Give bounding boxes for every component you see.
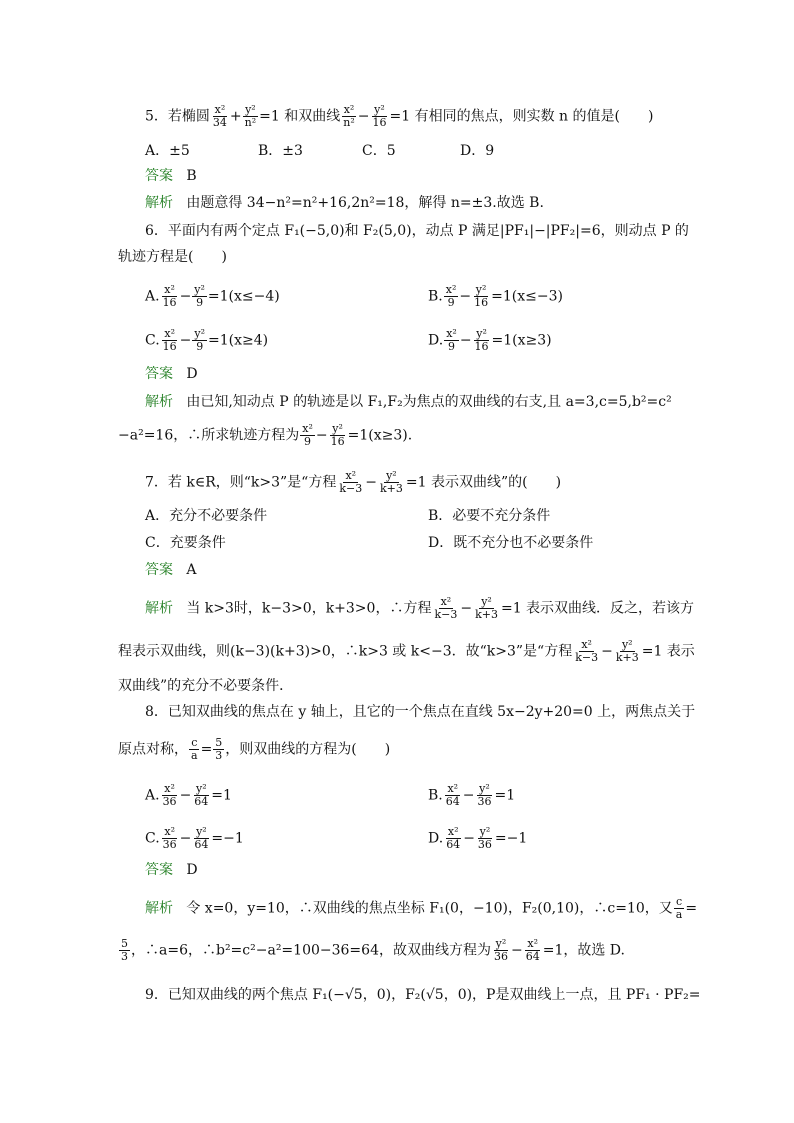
- frac-den: a: [191, 749, 198, 762]
- op: −: [601, 643, 613, 660]
- frac-den: k−3: [434, 608, 458, 621]
- op: −: [365, 474, 377, 491]
- fraction: [329, 423, 347, 448]
- q8-option-c: [145, 826, 244, 851]
- solution-text: 程表示双曲线，则(k−3)(k+3)>0，∴k>3 或 k<−3．故“k>3”是“方程: [118, 643, 573, 660]
- frac-num: y²: [386, 469, 397, 482]
- frac-num: x²: [445, 283, 457, 296]
- frac-num: x²: [446, 327, 457, 340]
- option-label: B.: [428, 288, 443, 305]
- frac-num: y²: [195, 782, 207, 795]
- frac-den: 64: [446, 838, 461, 851]
- fraction: [213, 737, 224, 762]
- frac-den: a: [675, 908, 683, 921]
- q5-stem: [145, 104, 653, 129]
- text: =1: [211, 787, 232, 804]
- q5-option-b: B．±3: [258, 143, 303, 159]
- frac-den: 9: [196, 296, 204, 309]
- answer-label: 答案: [145, 862, 173, 878]
- fraction: [473, 328, 491, 353]
- frac-den: 3: [121, 950, 128, 963]
- q8-option-d: [428, 826, 527, 851]
- q6-stem-line1: 6．平面内有两个定点 F₁(−5,0)和 F₂(5,0)，动点 P 满足|PF₁|−|PF₂|=6，则动点 P 的: [145, 223, 689, 239]
- q5-prefix: 5．若椭圆: [145, 108, 210, 125]
- frac-den: 9: [196, 340, 204, 353]
- fraction: [161, 284, 179, 309]
- frac-num: x²: [581, 638, 592, 651]
- answer-label: 答案: [145, 366, 173, 382]
- q8-option-a: [145, 783, 232, 808]
- option-label: B.: [428, 787, 443, 804]
- frac-den: 16: [162, 340, 177, 353]
- q6-option-a: [145, 284, 280, 309]
- frac-num: y²: [479, 825, 491, 838]
- frac-num: y²: [479, 782, 490, 795]
- solution-label: 解析: [145, 900, 173, 917]
- option-label: D.: [428, 332, 444, 349]
- q6-option-d: [428, 328, 552, 353]
- q7-option-b: B．必要不充分条件: [428, 508, 551, 524]
- frac-den: 36: [162, 838, 177, 851]
- solution-text: ，∴a=6，∴b²=c²−a²=100−36=64，故双曲线方程为: [131, 942, 491, 959]
- frac-den: 64: [445, 795, 460, 808]
- solution-label: 解析: [145, 394, 173, 410]
- op: −: [179, 787, 192, 804]
- op: −: [459, 288, 472, 305]
- fraction: [674, 896, 685, 921]
- q7-option-d: D．既不充分也不必要条件: [428, 535, 594, 551]
- answer-value: D: [186, 366, 198, 382]
- frac-den: 36: [477, 795, 492, 808]
- q9-stem-line1: 9．已知双曲线的两个焦点 F₁(−√5，0)，F₂(√5，0)，P是双曲线上一点，且 PF₁ · PF₂=: [145, 987, 701, 1003]
- frac-num: x²: [447, 782, 459, 795]
- q6-solution-line1: [145, 392, 672, 412]
- frac-den: k+3: [475, 608, 498, 621]
- text: =1(x≤−4): [207, 288, 280, 305]
- frac-num: y²: [196, 825, 207, 838]
- q6-solution-line2: [118, 423, 412, 448]
- text: =−1: [494, 830, 528, 847]
- frac-den: 9: [304, 435, 312, 448]
- frac-num: x²: [345, 469, 357, 482]
- q6-answer: [145, 364, 198, 384]
- frac-num: x²: [343, 103, 355, 116]
- q7-solution-line2: [118, 639, 695, 664]
- fraction: [476, 826, 494, 851]
- op: −: [315, 427, 328, 444]
- answer-label: 答案: [145, 562, 173, 578]
- frac-num: x²: [214, 103, 226, 116]
- q7-option-c: C．充要条件: [145, 535, 226, 551]
- q8-solution-line1: [145, 896, 697, 921]
- op: −: [357, 108, 370, 125]
- fraction: [472, 284, 490, 309]
- frac-num: c: [675, 895, 683, 908]
- fraction: [473, 596, 500, 621]
- frac-den: n²: [343, 116, 355, 129]
- frac-num: x²: [164, 825, 175, 838]
- fraction: [444, 284, 459, 309]
- fraction: [337, 470, 364, 495]
- text: 7．若 k∈R，则“k>3”是“方程: [145, 474, 337, 491]
- text: =1(x≥3): [491, 332, 552, 349]
- frac-den: 16: [372, 116, 387, 129]
- frac-num: y²: [476, 327, 487, 340]
- frac-den: k−3: [339, 482, 363, 495]
- fraction: [370, 104, 388, 129]
- fraction: [161, 328, 179, 353]
- op: −: [463, 830, 475, 847]
- fraction: [192, 284, 207, 309]
- solution-text: =1 表示: [641, 643, 695, 660]
- text: =1 表示双曲线”的( ): [405, 474, 562, 491]
- fraction: [243, 104, 259, 129]
- fraction: [211, 104, 229, 129]
- solution-text: =1 表示双曲线．反之，若该方: [500, 600, 695, 617]
- fraction: [475, 783, 493, 808]
- frac-den: 36: [477, 838, 492, 851]
- solution-text: 当 k>3时，k−3>0，k+3>0，∴方程: [186, 600, 432, 617]
- frac-num: y²: [194, 283, 205, 296]
- q5-solution: [145, 193, 544, 213]
- q6-option-c: [145, 328, 268, 353]
- frac-den: 36: [162, 795, 177, 808]
- fraction: [432, 596, 459, 621]
- fraction: [524, 938, 542, 963]
- frac-den: k−3: [575, 651, 599, 664]
- frac-den: 16: [162, 296, 177, 309]
- q8-solution-line2: [118, 938, 625, 963]
- fraction: [161, 826, 179, 851]
- frac-num: x²: [440, 595, 452, 608]
- frac-num: x²: [447, 825, 459, 838]
- fraction: [192, 783, 210, 808]
- solution-text: 由已知,知动点 P 的轨迹是以 F₁,F₂为焦点的双曲线的右支,且 a=3,c=5,b²=c²: [186, 394, 672, 410]
- frac-den: 64: [525, 950, 540, 963]
- frac-num: y²: [475, 283, 487, 296]
- op: −: [179, 288, 192, 305]
- frac-den: 3: [215, 749, 223, 762]
- frac-num: x²: [164, 327, 175, 340]
- op: +: [229, 108, 242, 125]
- op: =: [685, 900, 698, 917]
- q7-answer: [145, 560, 196, 580]
- frac-den: 16: [474, 340, 489, 353]
- frac-num: x²: [164, 283, 175, 296]
- q7-stem: [145, 470, 561, 495]
- text: =1 和双曲线: [259, 108, 341, 125]
- frac-den: 64: [194, 795, 209, 808]
- fraction: [573, 639, 600, 664]
- fraction: [192, 328, 207, 353]
- q7-option-a: A．充分不必要条件: [145, 508, 268, 524]
- text: =1: [494, 787, 516, 804]
- fraction: [444, 826, 462, 851]
- frac-num: y²: [495, 937, 507, 950]
- answer-value: A: [186, 562, 197, 578]
- fraction: [341, 104, 357, 129]
- frac-den: n²: [244, 116, 257, 129]
- fraction: [161, 783, 179, 808]
- frac-num: y²: [481, 595, 492, 608]
- op: −: [510, 942, 523, 959]
- solution-text: 令 x=0，y=10，∴双曲线的焦点坐标 F₁(0，−10)，F₂(0,10)，∴c=10，又: [186, 900, 673, 917]
- answer-value: B: [186, 168, 197, 184]
- fraction: [614, 639, 641, 664]
- text: =1(x≥4): [208, 332, 269, 349]
- q8-stem-line2: [118, 737, 390, 762]
- frac-den: 9: [447, 296, 455, 309]
- q6-option-b: [428, 284, 563, 309]
- fraction: [444, 328, 459, 353]
- answer-label: 答案: [145, 168, 173, 184]
- solution-text: =1(x≥3).: [347, 427, 413, 444]
- frac-num: y²: [332, 422, 343, 435]
- q7-solution-line1: [145, 596, 694, 621]
- fraction: [300, 423, 315, 448]
- op: −: [459, 332, 472, 349]
- option-label: D.: [428, 830, 444, 847]
- q8-stem-line1: 8．已知双曲线的焦点在 y 轴上，且它的一个焦点在直线 5x−2y+20=0 上，两焦点关于: [145, 704, 696, 720]
- text: ，则双曲线的方程为( ): [225, 741, 391, 758]
- op: −: [460, 600, 473, 617]
- q8-option-b: [428, 783, 515, 808]
- op: −: [462, 787, 475, 804]
- solution-text: 由题意得 34−n²=n²+16,2n²=18，解得 n=±3.故选 B.: [186, 195, 544, 211]
- frac-num: y²: [245, 103, 256, 116]
- q6-stem-line2: 轨迹方程是( ): [118, 249, 227, 265]
- frac-num: c: [191, 736, 198, 749]
- q5-option-a: A．±5: [145, 143, 190, 159]
- text: =−1: [211, 830, 244, 847]
- frac-den: 16: [474, 296, 489, 309]
- frac-den: 16: [330, 435, 345, 448]
- fraction: [492, 938, 510, 963]
- op: −: [179, 830, 192, 847]
- frac-den: 34: [212, 116, 227, 129]
- op: −: [179, 332, 192, 349]
- frac-den: 9: [448, 340, 455, 353]
- fraction: [378, 470, 405, 495]
- frac-num: x²: [302, 422, 313, 435]
- q7-solution-line3: 双曲线”的充分不必要条件．: [118, 678, 294, 694]
- frac-den: k+3: [615, 651, 639, 664]
- frac-num: y²: [374, 103, 385, 116]
- op: =: [200, 741, 213, 758]
- frac-den: 64: [194, 838, 209, 851]
- solution-text: −a²=16，∴所求轨迹方程为: [118, 427, 300, 444]
- option-label: C.: [145, 332, 160, 349]
- text: 原点对称，: [118, 741, 188, 758]
- q5-option-d: D．9: [460, 143, 495, 159]
- frac-num: 5: [121, 937, 128, 950]
- frac-den: 36: [493, 950, 508, 963]
- fraction: [119, 938, 130, 963]
- option-label: C.: [145, 830, 160, 847]
- text: =1(x≤−3): [491, 288, 563, 305]
- fraction: [189, 737, 200, 762]
- frac-num: x²: [164, 782, 175, 795]
- q5-option-c: C．5: [362, 143, 396, 159]
- frac-num: 5: [215, 736, 223, 749]
- solution-label: 解析: [145, 600, 173, 617]
- q5-answer: [145, 166, 197, 186]
- q8-answer: [145, 860, 198, 880]
- fraction: [192, 826, 210, 851]
- frac-num: y²: [194, 327, 206, 340]
- frac-num: x²: [527, 937, 539, 950]
- solution-text: =1，故选 D.: [542, 942, 625, 959]
- solution-label: 解析: [145, 195, 173, 211]
- option-label: A.: [145, 787, 160, 804]
- frac-den: k+3: [379, 482, 403, 495]
- answer-value: D: [186, 862, 198, 878]
- text: =1 有相同的焦点，则实数 n 的值是( ): [389, 108, 654, 125]
- frac-num: y²: [621, 638, 633, 651]
- fraction: [444, 783, 462, 808]
- option-label: A.: [145, 288, 160, 305]
